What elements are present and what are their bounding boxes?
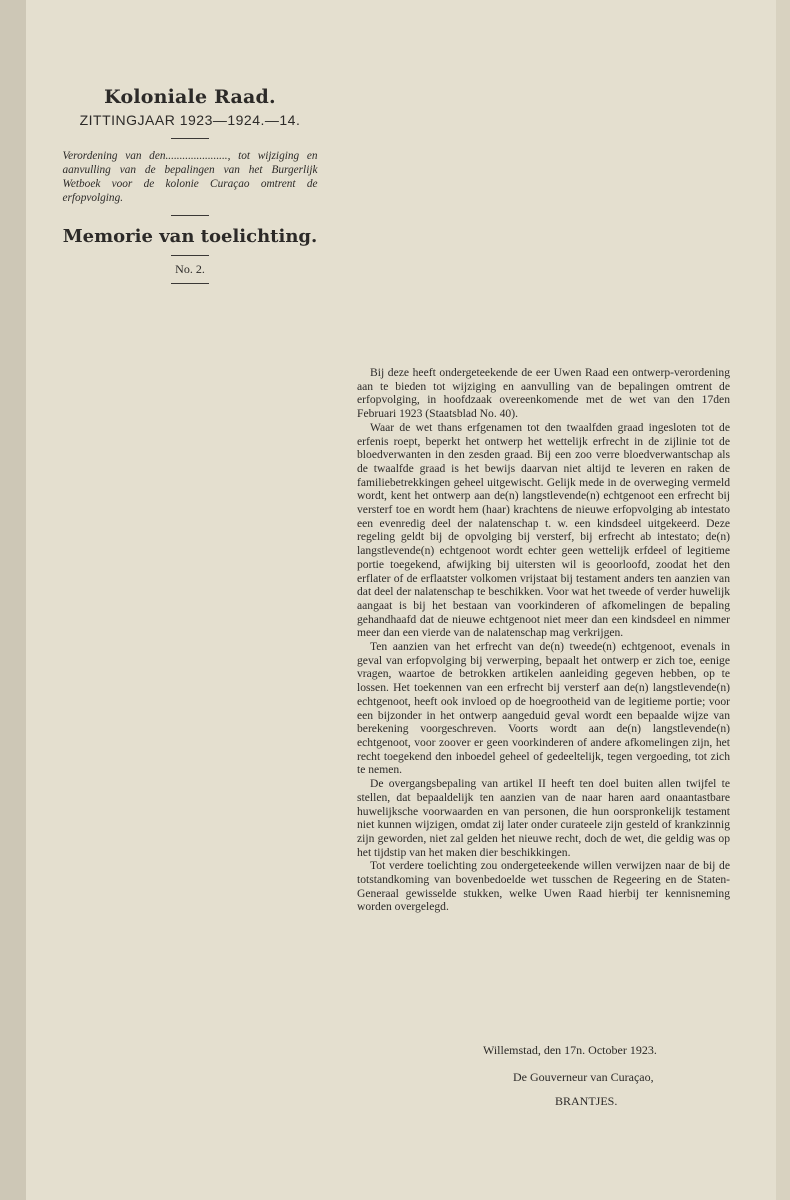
divider <box>171 138 209 139</box>
divider <box>171 283 209 284</box>
paragraph: Ten aanzien van het erfrecht van de(n) tweede(n) echtgenoot, evenals in geval van erfopvolging bij verwerping, bepaalt het ontwerp er zich toe, eenige vragen, waartoe de betrokken artikelen aanleiding gegeven hebben, op te lossen. Het toekennen van een erfrecht bij versterf aan de(n) langstlevende(n) echtgenoot, heeft ook invloed op de hoegrootheid van de legitieme portie; voor een bijzonder in het ontwerp aangeduid geval wordt een bepaalde wijze van berekening voorgeschreven. Voorts wordt aan de(n) langstlevende(n) echtgenoot, voor zoover er geen voorkinderen of andere afkomelingen zijn, het recht toegekend den inboedel geheel of gedeeltelijk, tegen vergoeding, tot zich te nemen. <box>357 640 730 777</box>
paragraph: Waar de wet thans erfgenamen tot den twaalfden graad ingesloten tot de erfenis roept, beperkt het ontwerp het wettelijk erfrecht in de zijlinie tot de bloedverwanten in den zesden graad. Bij een zoo verre bloedverwantschap als de twaalfde graad is het bewijs daarvan niet altijd te leveren en raken de familiebetrekkingen geheel uitgewischt. Gelijk mede in de overweging vermeld wordt, kent het ontwerp aan de(n) langstlevende(n) echtgenoot een erfrecht bij versterf toe en wordt hem (haar) krachtens de nieuwe erfopvolging ab intestato een evenredig deel der nalatenschap t. w. een kindsdeel uitgekeerd. Deze regeling geldt bij de opvolging bij versterf, bij erfrecht ab intestato; de(n) langstlevende(n) echtgenoot wordt echter geen wettelijk erfdeel of legitieme portie toegekend, afwijking bij uitersten wil is geoorloofd, zoodat het den erflater of de erflaatster volkomen vrijstaat bij testament anders ten aanzien van dat deel der nalatenschap te beschikken. Voor wat het tweede of verder huwelijk aangaat is bij het bestaan van voorkinderen of afkomelingen de bepaling gehandhaafd dat de nieuwe echtgenoot niet meer dan een kindsdeel en nimmer meer dan een vierde van de nalatenschap mag verkrijgen. <box>357 420 730 640</box>
document-number: No. 2. <box>175 262 205 276</box>
council-title: Koloniale Raad. <box>104 86 276 108</box>
divider <box>171 215 209 216</box>
paragraph: De overgangsbepaling van artikel II heeft ten doel buiten allen twijfel te stellen, dat bepaaldelijk ten aanzien van de naar haren aard onaantastbare huwelijksche voorwaarden en van personen, die hun oorspronkelijk testament niet kunnen wijzigen, omdat zij later onder curateele zijn gesteld of krankzinnig zijn geworden, niet zal gelden het nieuwe recht, doch de wet, die geldig was op het tijdstip van het maken dier beschikkingen. <box>357 777 730 859</box>
paragraph: Bij deze heeft ondergeteekende de eer Uwen Raad een ontwerp-verordening aan te bieden tot wijziging en aanvulling van de bepalingen omtrent de erfopvolging, in hoofdzaak overeenkomende met de wet van den 17den Februari 1923 (Staatsblad No. 40). <box>357 366 730 421</box>
place-date: Willemstad, den 17n. October 1923. <box>483 1043 657 1057</box>
signatory-role: De Gouverneur van Curaçao, <box>513 1070 654 1084</box>
signatory-name: BRANTJES. <box>555 1094 618 1108</box>
memo-title: Memorie van toelichting. <box>62 226 318 247</box>
session-year: ZITTINGJAAR 1923—1924.—14. <box>79 112 301 128</box>
ordinance-description: Verordening van den......................, tot wijziging en aanvulling van de bepalingen van het Burgerlijk Wetboek voor de kolonie Curaçao omtrent de erfopvolging. <box>62 150 318 204</box>
document-header <box>60 86 320 284</box>
page-edge <box>776 0 790 1200</box>
divider <box>171 255 209 256</box>
paragraph: Tot verdere toelichting zou ondergeteekende willen verwijzen naar de bij de totstandkoming van bovenbedoelde wet tusschen de Regeering en de Staten-Generaal gewisselde stukken, welke Uwen Raad hierbij ter kennisneming worden overgelegd. <box>357 859 730 914</box>
binding-gutter <box>0 0 26 1200</box>
memo-body <box>357 366 730 914</box>
